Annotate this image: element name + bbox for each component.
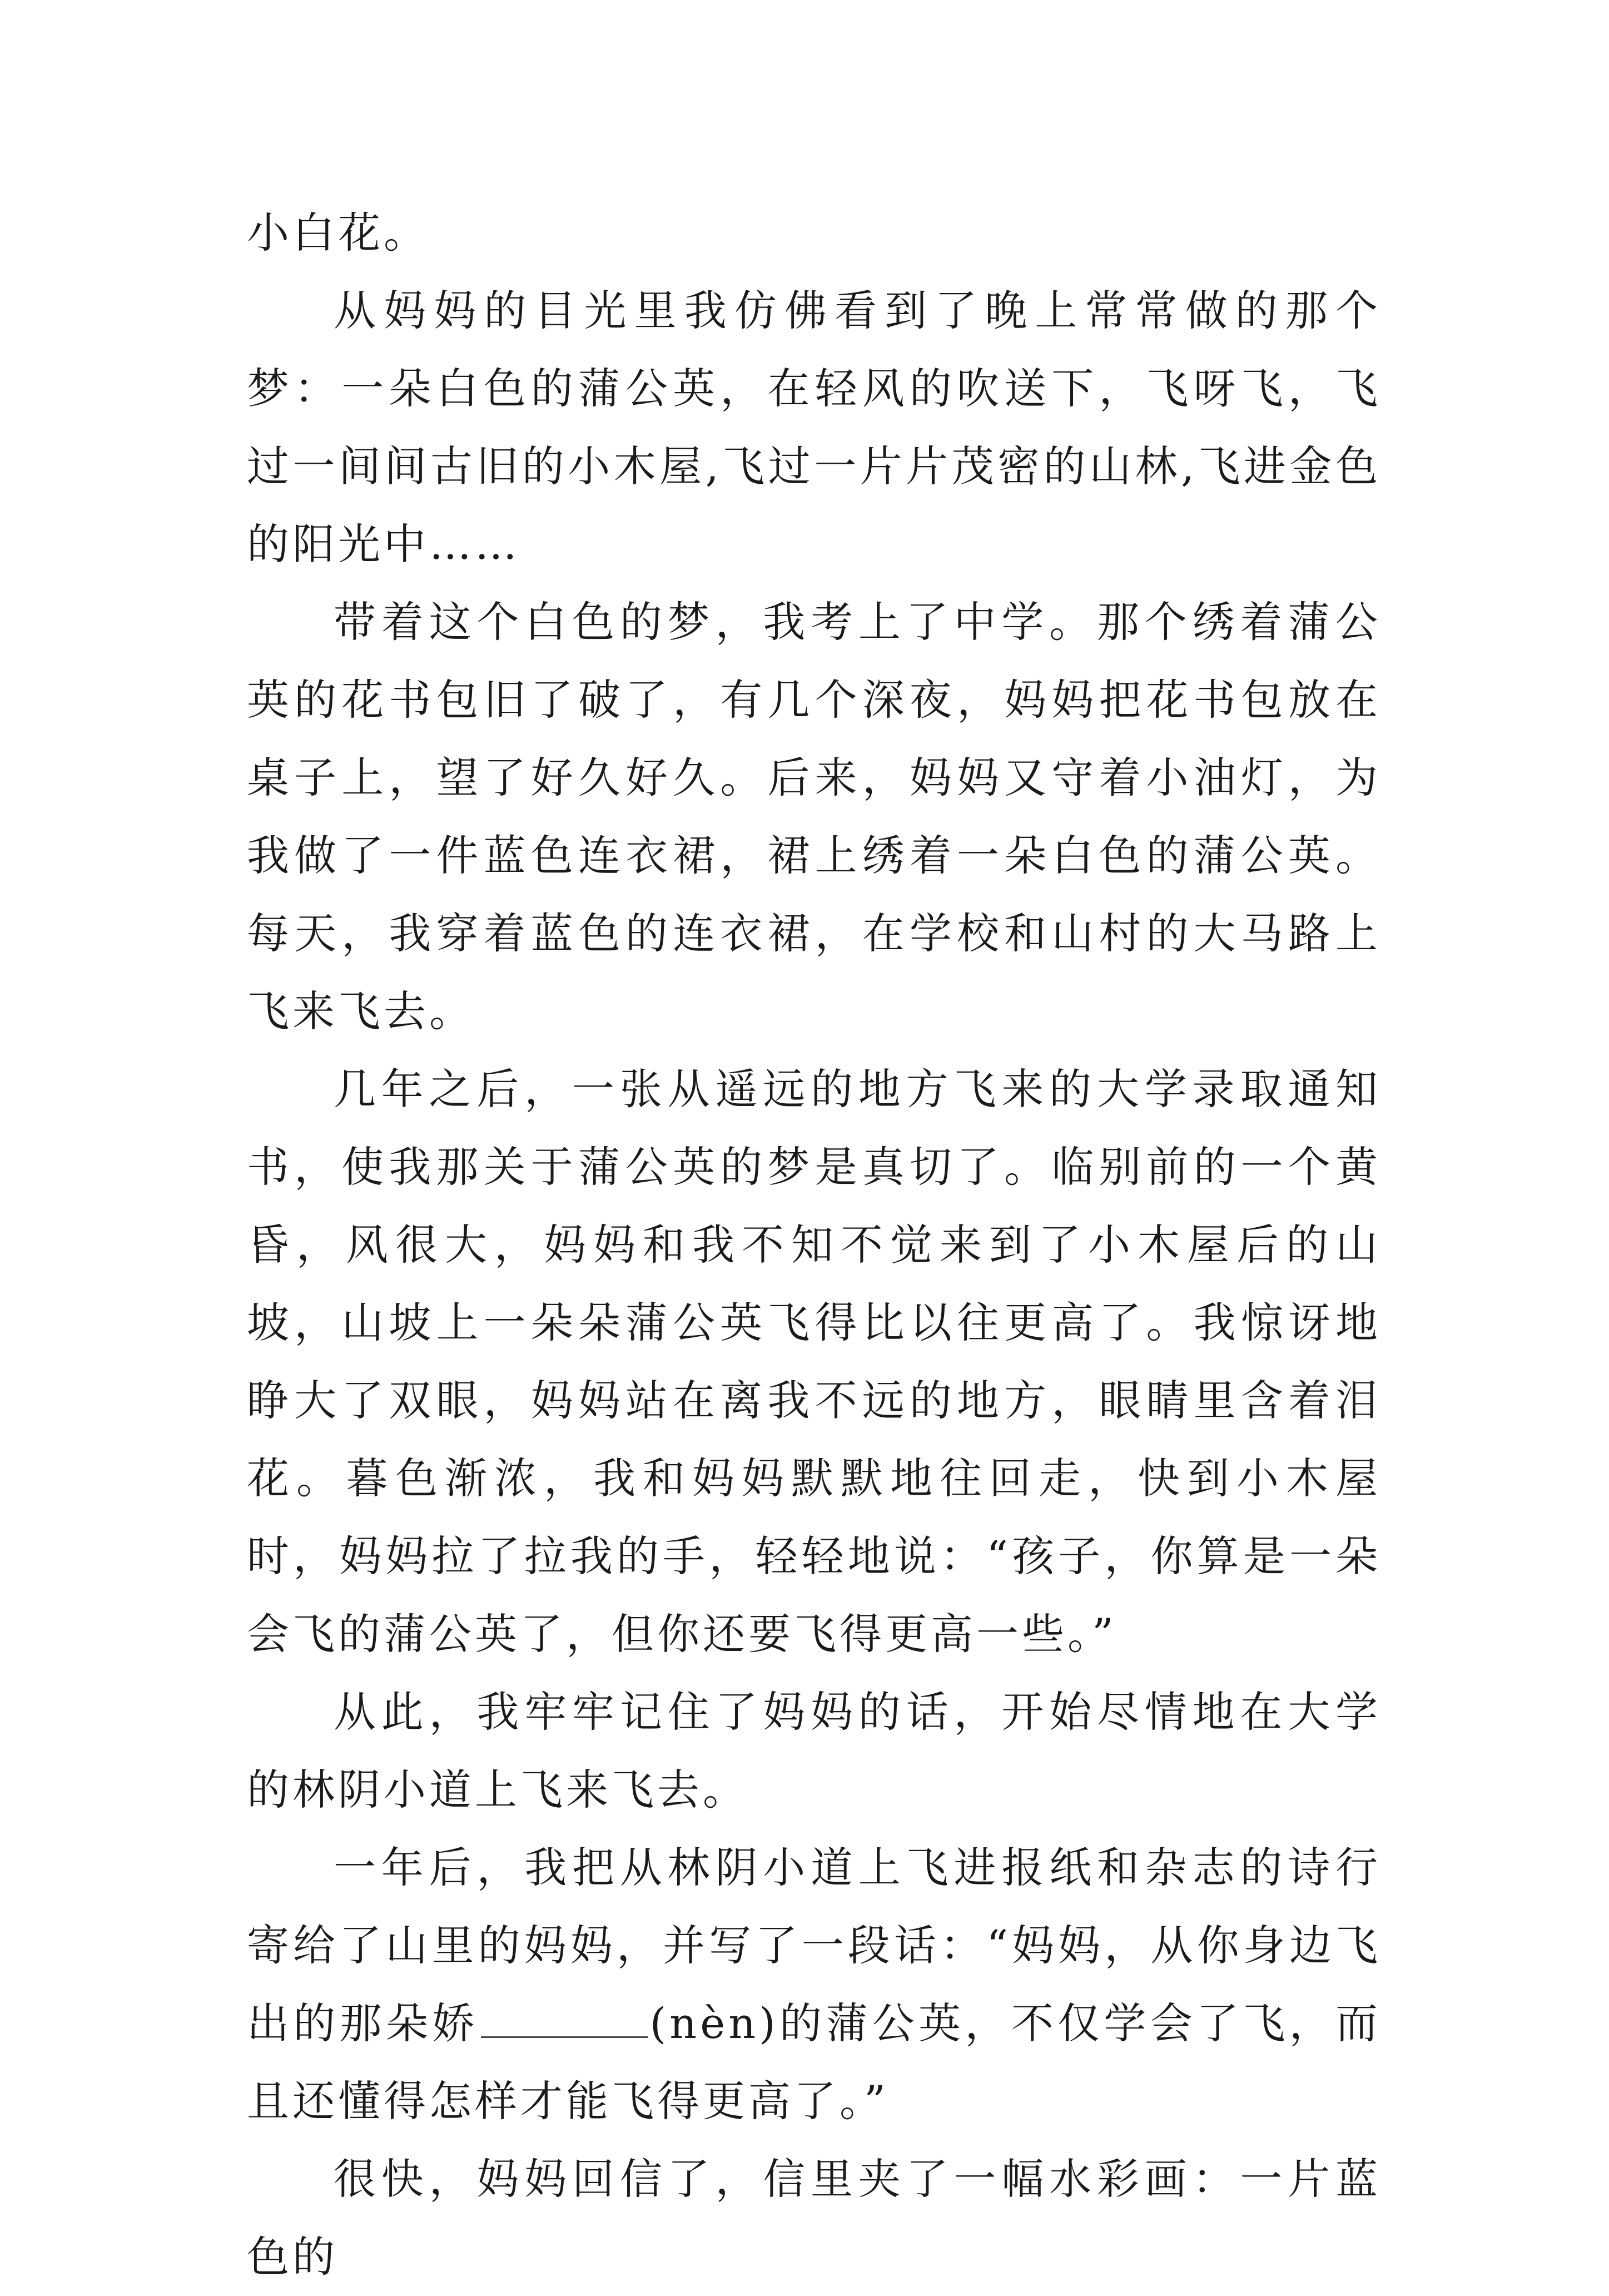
- fill-in-blank[interactable]: [481, 1997, 648, 2038]
- paragraph-poems-after-blank: (nèn)的蒲公英，不仅学会了飞，而且还懂得怎样才能飞得更高了。”: [247, 1999, 1382, 2126]
- paragraph-continuation: 小白花。: [247, 208, 429, 257]
- paragraph-university-letter: 几年之后，一张从遥远的地方飞来的大学录取通知书，使我那关于蒲公英的梦是真切了。临别前的一个黄昏，风很大，妈妈和我不知不觉来到了小木屋后的山坡，山坡上一朵朵蒲公英飞得比以往更高了。我惊讶地睁大了双眼，妈妈站在离我不远的地方，眼睛里含着泪花。暮色渐浓，我和妈妈默默地往回走，快到小木屋时，妈妈拉了拉我的手，轻轻地说：“孩子，你算是一朵会飞的蒲公英了，但你还要飞得更高一些。”: [247, 1064, 1381, 1659]
- paragraph-remember-words: 从此，我牢牢记住了妈妈的话，开始尽情地在大学的林阴小道上飞来飞去。: [247, 1687, 1381, 1814]
- article-body: [247, 194, 1381, 2296]
- paragraph-poems: [247, 1829, 1381, 2140]
- paragraph-poems-before-blank: 一年后，我把从林阴小道上飞进报纸和杂志的诗行寄给了山里的妈妈，并写了一段话：“妈妈，从你身边飞出的那朵娇: [247, 1843, 1381, 2048]
- paragraph-dream: 从妈妈的目光里我仿佛看到了晚上常常做的那个梦：一朵白色的蒲公英，在轻风的吹送下，飞呀飞，飞过一间间古旧的小木屋,飞过一片片茂密的山林,飞进金色的阳光中……: [247, 286, 1381, 569]
- paragraph-middle-school: 带着这个白色的梦，我考上了中学。那个绣着蒲公英的花书包旧了破了，有几个深夜，妈妈把花书包放在桌子上，望了好久好久。后来，妈妈又守着小油灯，为我做了一件蓝色连衣裙，裙上绣着一朵白色的蒲公英。每天，我穿着蓝色的连衣裙，在学校和山村的大马路上飞来飞去。: [247, 597, 1381, 1036]
- paragraph-reply: 很快，妈妈回信了，信里夹了一幅水彩画：一片蓝色的: [247, 2154, 1381, 2282]
